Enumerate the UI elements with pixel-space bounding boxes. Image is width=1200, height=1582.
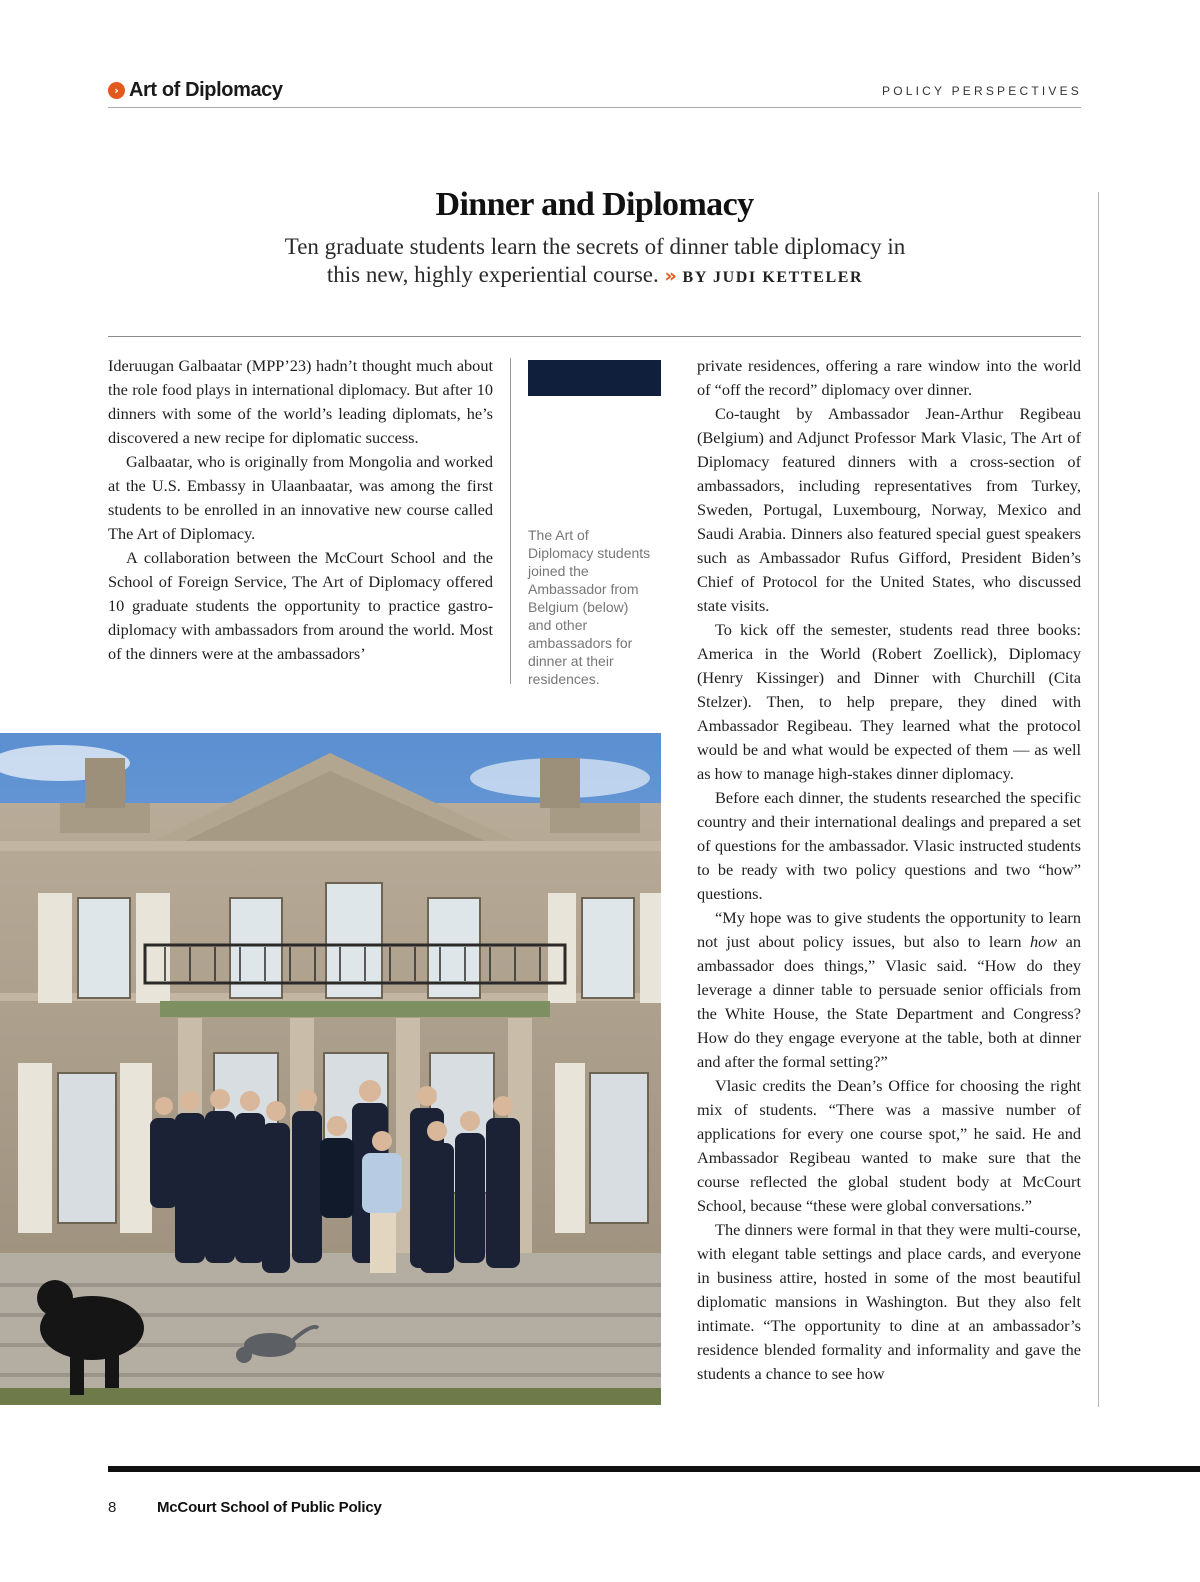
quote-text: “My hope was to give students the opportunity to learn not just about policy issues, but also to learn [697,908,1081,951]
quote-text-end: an ambassador does things,” Vlasic said. “How do they leverage a dinner table to persuade senior officials from the White House, the State Department and Congress? How do they engage everyone at the table, both at dinner and after the formal setting?” [697,932,1081,1071]
deck-divider [108,336,1081,337]
quote-emphasis: how [1029,932,1058,951]
photo-caption: The Art of Diplomacy students joined the Ambassador from Belgium (below) and other ambassadors for dinner at their residences. [528,527,651,687]
deck-line-1: Ten graduate students learn the secrets of dinner table diplomacy in [284,234,906,259]
right-column-rule [1098,192,1099,1407]
paragraph: To kick off the semester, students read three books: America in the World (Robert Zoellick), Diplomacy (Henry Kissinger) and Dinner with Churchill (Cita Stelzer). Then, to help prepare, they dined with Ambassador Regibeau. They learned what the protocol would be and what would be expected of them — as well as how to manage high-stakes dinner diplomacy. [697,620,1081,783]
decorative-navy-block [528,360,661,396]
publication-section: POLICY PERSPECTIVES [882,84,1082,98]
section-tag [108,76,283,104]
byline: BY JUDI KETTELER [682,269,864,286]
double-chevron-icon: » [664,265,677,287]
paragraph: Before each dinner, the students researched the specific country and their international dealings and prepared a set of questions for the ambassador. Vlasic instructed students to be ready with two policy questions and two “how” questions. [697,788,1081,903]
paragraph: The dinners were formal in that they were multi-course, with elegant table settings and place cards, and everyone in business attire, hosted in some of the most beautiful diplomatic mansions in Washington. But they also felt intimate. “The opportunity to dine at an ambassador’s residence blended formality and informality and gave the students a chance to see how [697,1220,1081,1383]
paragraph: Galbaatar, who is originally from Mongolia and worked at the U.S. Embassy in Ulaanbaatar, was among the first students to be enrolled in an innovative new course called The Art of Diplomacy. [108,452,493,543]
body-column-1 [108,354,493,666]
quote-paragraph [697,906,1081,1074]
paragraph: Co-taught by Ambassador Jean-Arthur Regibeau (Belgium) and Adjunct Professor Mark Vlasic, The Art of Diplomacy featured dinners with a cross-section of ambassadors, including representatives from Turkey, Sweden, Portugal, Luxembourg, Norway, Mexico and Saudi Arabia. Dinners also featured special guest speakers such as Ambassador Rufus Gifford, President Biden’s Chief of Protocol for the United States, who discussed state visits. [697,404,1081,615]
article-deck [225,233,965,292]
article-title: Dinner and Diplomacy [435,186,754,223]
paragraph: Vlasic credits the Dean’s Office for choosing the right mix of students. “There was a massive number of applications for every one course spot,” he said. He and Ambassador Regibeau wanted to make sure that the course reflected the global student body at McCourt School, because “these were global conversations.” [697,1076,1081,1215]
chevron-right-icon: › [108,82,125,99]
caption-divider [510,358,511,684]
group-photo [0,733,661,1405]
page-number: 8 [108,1499,117,1516]
body-column-2 [697,354,1081,1386]
paragraph: Ideruugan Galbaatar (MPP’23) hadn’t thought much about the role food plays in international diplomacy. But after 10 dinners with some of the world’s leading diplomats, he’s discovered a new recipe for diplomatic success. [108,356,493,447]
paragraph: private residences, offering a rare window into the world of “off the record” diplomacy over dinner. [697,356,1081,399]
paragraph: A collaboration between the McCourt School and the School of Foreign Service, The Art of Diplomacy offered 10 graduate students the opportunity to practice gastro-diplomacy with ambassadors from around the world. Most of the dinners were at the ambassadors’ [108,548,493,663]
publication-name: McCourt School of Public Policy [157,1499,382,1516]
header-divider [108,107,1081,108]
deck-line-2 [225,261,965,292]
footer-bar [108,1466,1200,1472]
section-label: Art of Diplomacy [129,78,283,101]
deck-line-2-text: this new, highly experiential course. [326,262,659,287]
